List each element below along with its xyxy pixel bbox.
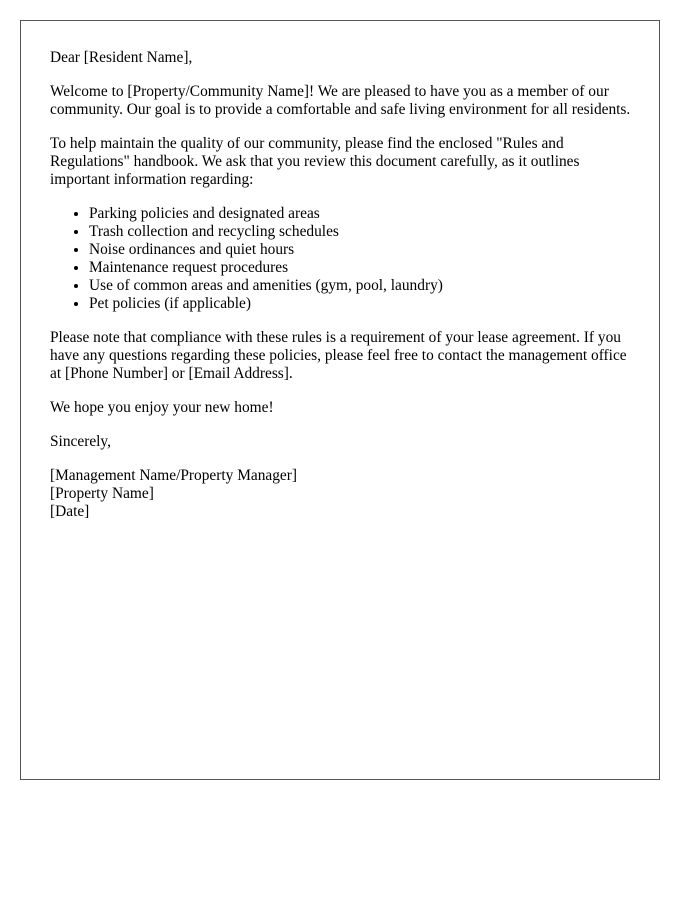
list-item: • Pet policies (if applicable)	[89, 295, 640, 313]
salutation: Dear [Resident Name],	[50, 49, 193, 66]
letter-body	[50, 49, 640, 521]
signature-date: [Date]	[50, 503, 90, 520]
handbook-paragraph: To help maintain the quality of our community, please find the enclosed "Rules and Regulations" handbook. We ask that you review this document carefully, as it outlines important information regarding:	[50, 135, 580, 188]
compliance-paragraph: Please note that compliance with these rules is a requirement of your lease agreement. If you have any questions regarding these policies, please feel free to contact the management office at [Phone Number] or [Email Address].	[50, 329, 627, 382]
rules-topic-list	[50, 205, 640, 313]
signature-property: [Property Name]	[50, 485, 154, 502]
list-item: • Maintenance request procedures	[89, 259, 640, 277]
list-item: • Parking policies and designated areas	[89, 205, 640, 223]
closing-paragraph: We hope you enjoy your new home!	[50, 399, 274, 416]
letter-page	[20, 20, 660, 780]
welcome-paragraph: Welcome to [Property/Community Name]! We are pleased to have you as a member of our community. Our goal is to provide a comfortable and safe living environment for all residents.	[50, 83, 631, 118]
signoff: Sincerely,	[50, 433, 111, 450]
list-item: • Trash collection and recycling schedules	[89, 223, 640, 241]
signature-block	[50, 467, 640, 521]
signature-name: [Management Name/Property Manager]	[50, 467, 298, 484]
list-item: • Use of common areas and amenities (gym, pool, laundry)	[89, 277, 640, 295]
list-item: • Noise ordinances and quiet hours	[89, 241, 640, 259]
